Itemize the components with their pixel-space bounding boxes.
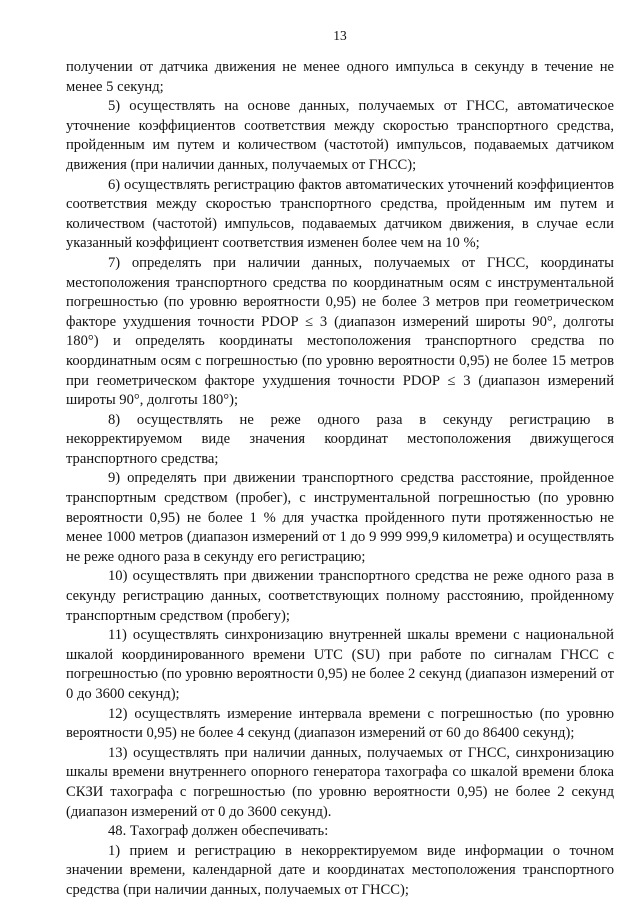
paragraph: 1) прием и регистрацию в некорректируемом виде информации о точном значении времени, календарной дате и координатах местоположения транспортного средства (при наличии данных, получаемых от ГНСС); bbox=[66, 842, 614, 898]
paragraph: 7) определять при наличии данных, получаемых от ГНСС, координаты местоположения транспортного средства по координатным осям с инструментальной погрешностью (по уровню вероятности 0,95) не более 3 метров при геометрическом факторе ухудшения точности PDOP ≤ 3 (диапазон измерений широты 90°, долготы 180°) и определять координаты местоположения транспортного средства по координатным осям с погрешностью (по уровню вероятности 0,95) не более 15 метров при геометрическом факторе ухудшения точности PDOP ≤ 3 (диапазон измерений широты 90°, долготы 180°); bbox=[66, 254, 614, 409]
paragraph: 10) осуществлять при движении транспортного средства не реже одного раза в секунду регистрацию данных, соответствующих полному расстоянию, пройденному транспортным средством (пробегу); bbox=[66, 568, 614, 624]
paragraph: 48. Тахограф должен обеспечивать: bbox=[108, 823, 329, 840]
paragraph: получении от датчика движения не менее одного импульса в секунду в течение не менее 5 секунд; bbox=[66, 59, 614, 95]
paragraph: 13) осуществлять при наличии данных, получаемых от ГНСС, синхронизацию шкалы времени внутреннего опорного генератора тахографа со шкалой времени блока СКЗИ тахографа с погрешностью (по уровню вероятности 0,95) не более 2 секунд (диапазон измерений от 0 до 3600 секунд). bbox=[66, 744, 614, 820]
paragraph: 11) осуществлять синхронизацию внутренней шкалы времени с национальной шкалой координированного времени UTC (SU) при работе по сигналам ГНСС с погрешностью (по уровню вероятности 0,95) не более 2 секунд (диапазон измерений от 0 до 3600 секунд); bbox=[66, 627, 614, 702]
paragraph: 6) осуществлять регистрацию фактов автоматических уточнений коэффициентов соответствия между скоростью транспортного средства, пройденным им путем и количеством (частотой) импульсов, подаваемых датчиком движения, в случае если указанный коэффициент соответствия изменен более чем на 10 %; bbox=[66, 176, 614, 252]
paragraph: 5) осуществлять на основе данных, получаемых от ГНСС, автоматическое уточнение коэффициентов соответствия между скоростью транспортного средства, пройденным им путем и количеством (частотой) импульсов, подаваемых датчиком движения (при наличии данных, получаемых от ГНСС); bbox=[66, 98, 614, 173]
paragraph: 8) осуществлять не реже одного раза в секунду регистрацию в некорректируемом виде значения координат местоположения движущегося транспортного средства; bbox=[66, 411, 614, 467]
page-number: 13 bbox=[333, 28, 347, 43]
document-body bbox=[66, 58, 614, 901]
paragraph: 12) осуществлять измерение интервала времени с погрешностью (по уровню вероятности 0,95) не более 4 секунд (диапазон измерений от 60 до 86400 секунд); bbox=[66, 705, 614, 742]
paragraph: 9) определять при движении транспортного средства расстояние, пройденное транспортным средством (пробег), с инструментальной погрешностью (по уровню вероятности 0,95) не более 1 % для участка пройденного пути протяженностью не менее 1000 метров (диапазон измерений от 1 до 9 999 999,9 километра) и осуществлять не реже одного раза в секунду его регистрацию; bbox=[66, 470, 614, 565]
